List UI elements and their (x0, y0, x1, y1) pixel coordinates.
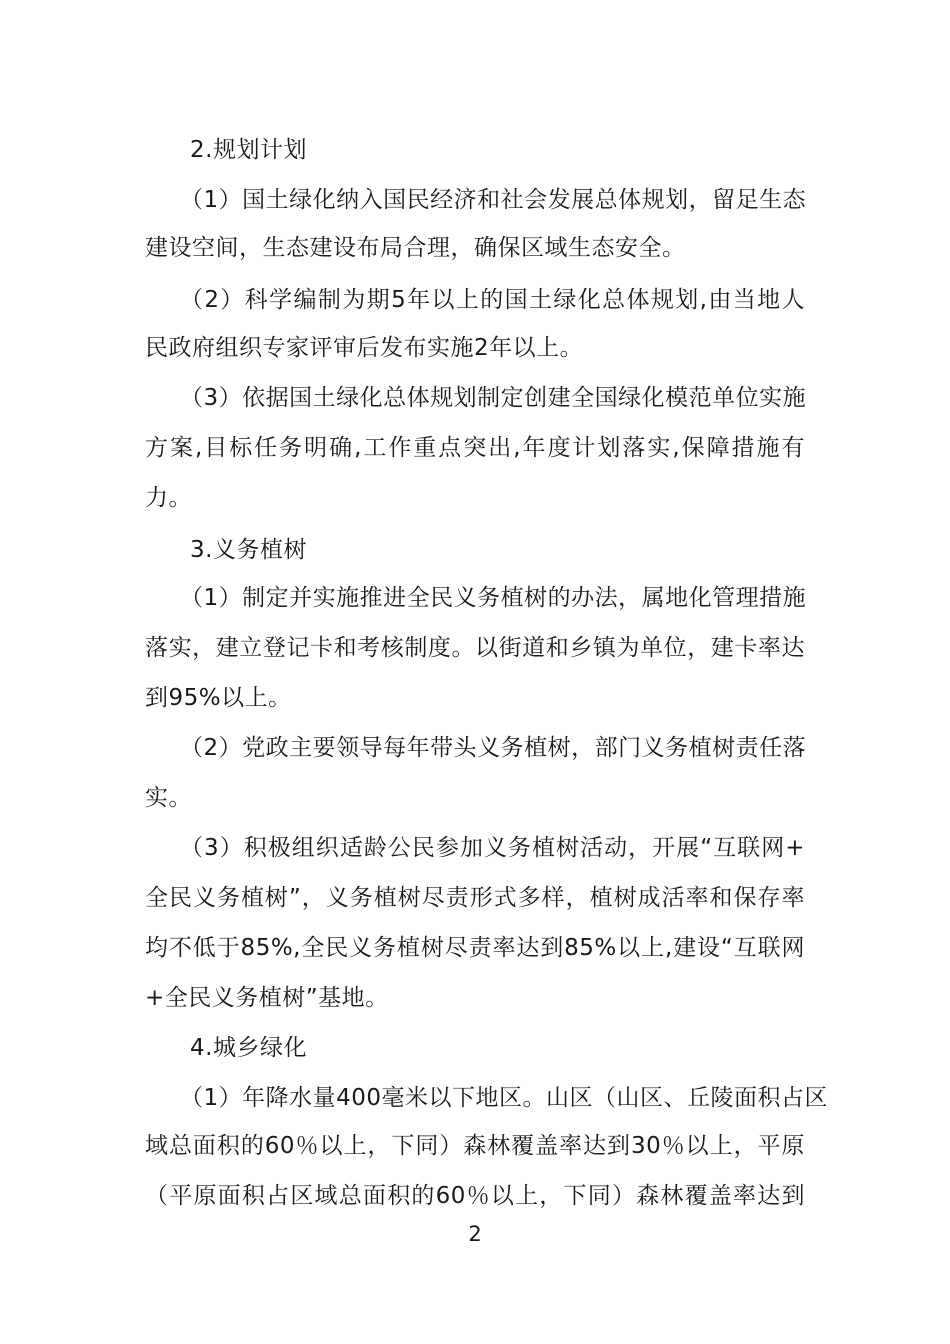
paragraph-line: 方案,目标任务明确,工作重点突出,年度计划落实,保障措施有 (145, 435, 805, 461)
paragraph-line: （2）科学编制为期5年以上的国土绿化总体规划,由当地人 (180, 287, 805, 313)
paragraph-line: （1）国土绿化纳入国民经济和社会发展总体规划，留足生态 (180, 187, 807, 213)
paragraph-line: 全民义务植树”，义务植树尽责形式多样，植树成活率和保存率 (145, 885, 805, 911)
paragraph-line: （3）依据国土绿化总体规划制定创建全国绿化模范单位实施 (180, 385, 807, 411)
page-number: 2 (468, 1222, 482, 1246)
paragraph-line: （1）年降水量400毫米以下地区。山区（山区、丘陵面积占区 (180, 1085, 829, 1111)
paragraph-line: 建设空间，生态建设布局合理，确保区域生态安全。 (145, 235, 686, 261)
paragraph-line: （3）积极组织适龄公民参加义务植树活动，开展“互联网+ (180, 835, 805, 861)
paragraph-line: 落实，建立登记卡和考核制度。以街道和乡镇为单位，建卡率达 (145, 635, 805, 661)
paragraph-line: （1）制定并实施推进全民义务植树的办法，属地化管理措施 (180, 585, 807, 611)
paragraph-line: 到95%以上。 (145, 685, 292, 711)
section-heading-tree-planting: 3.义务植树 (190, 537, 307, 563)
paragraph-line: 均不低于85%,全民义务植树尽责率达到85%以上,建设“互联网 (145, 935, 805, 961)
paragraph-line: （平原面积占区域总面积的60％以上，下同）森林覆盖率达到 (145, 1183, 805, 1209)
paragraph-line: 力。 (145, 485, 192, 511)
paragraph-line: 实。 (145, 785, 192, 811)
paragraph-line: 域总面积的60％以上，下同）森林覆盖率达到30％以上，平原 (145, 1133, 805, 1159)
paragraph-line: 民政府组织专家评审后发布实施2年以上。 (145, 335, 584, 361)
paragraph-line: +全民义务植树”基地。 (145, 985, 389, 1011)
paragraph-line: （2）党政主要领导每年带头义务植树，部门义务植树责任落 (180, 735, 807, 761)
section-heading-urban-rural-greening: 4.城乡绿化 (190, 1035, 307, 1061)
section-heading-planning: 2.规划计划 (190, 137, 307, 163)
